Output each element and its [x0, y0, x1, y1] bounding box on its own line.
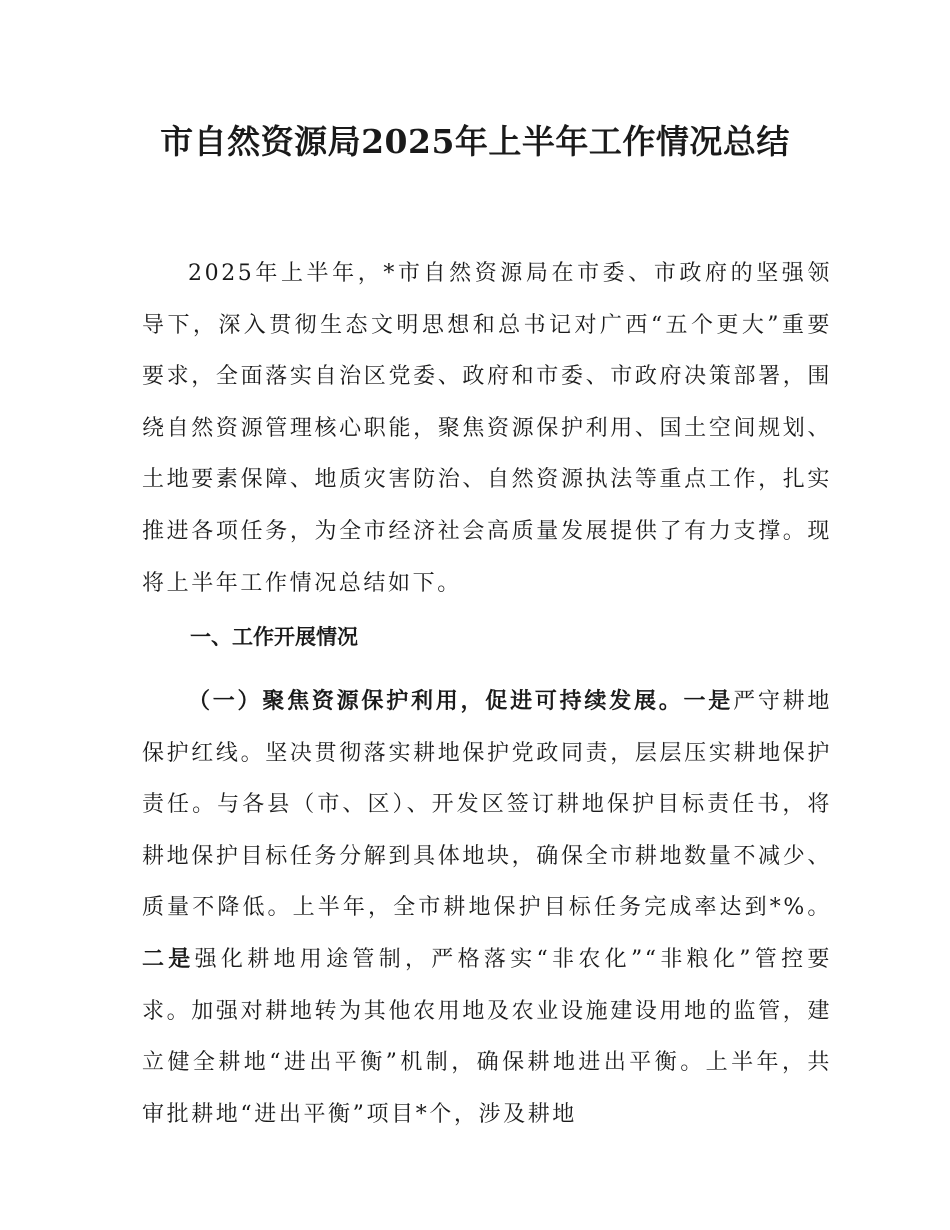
intro-paragraph: 2025年上半年，*市自然资源局在市委、市政府的坚强领导下，深入贯彻生态文明思想和总书记对广西“五个更大”重要要求，全面落实自治区党委、政府和市委、市政府决策部署，围绕自然资源管理核心职能，聚焦资源保护利用、国土空间规划、土地要素保障、地质灾害防治、自然资源执法等重点工作，扎实推进各项任务，为全市经济社会高质量发展提供了有力支撑。现将上半年工作情况总结如下。 [142, 261, 832, 596]
paragraph-lead: （一）聚焦资源保护利用，促进可持续发展。 [188, 689, 684, 714]
point-marker: 二是 [142, 946, 195, 972]
point-marker: 一是 [683, 689, 734, 714]
paragraph-text: 严守耕地保护红线。坚决贯彻落实耕地保护党政同责，层层压实耕地保护责任。与各县（市、区）、开发区签订耕地保护目标责任书，将耕地保护目标任务分解到具体地块，确保全市耕地数量不减少、质量不降低。上半年，全市耕地保护目标任务完成率达到*%。 [142, 689, 833, 921]
section-heading: 一、工作开展情况 [190, 625, 358, 649]
document-title: 市自然资源局2025年上半年工作情况总结 [160, 122, 790, 161]
paragraph-text: 强化耕地用途管制，严格落实“非农化”“非粮化”管控要求。加强对耕地转为其他农用地及农业设施建设用地的监管，建立健全耕地“进出平衡”机制，确保耕地进出平衡。上半年，共审批耕地“进出平衡”项目*个，涉及耕地 [142, 946, 833, 1127]
body-paragraph [142, 676, 832, 1140]
